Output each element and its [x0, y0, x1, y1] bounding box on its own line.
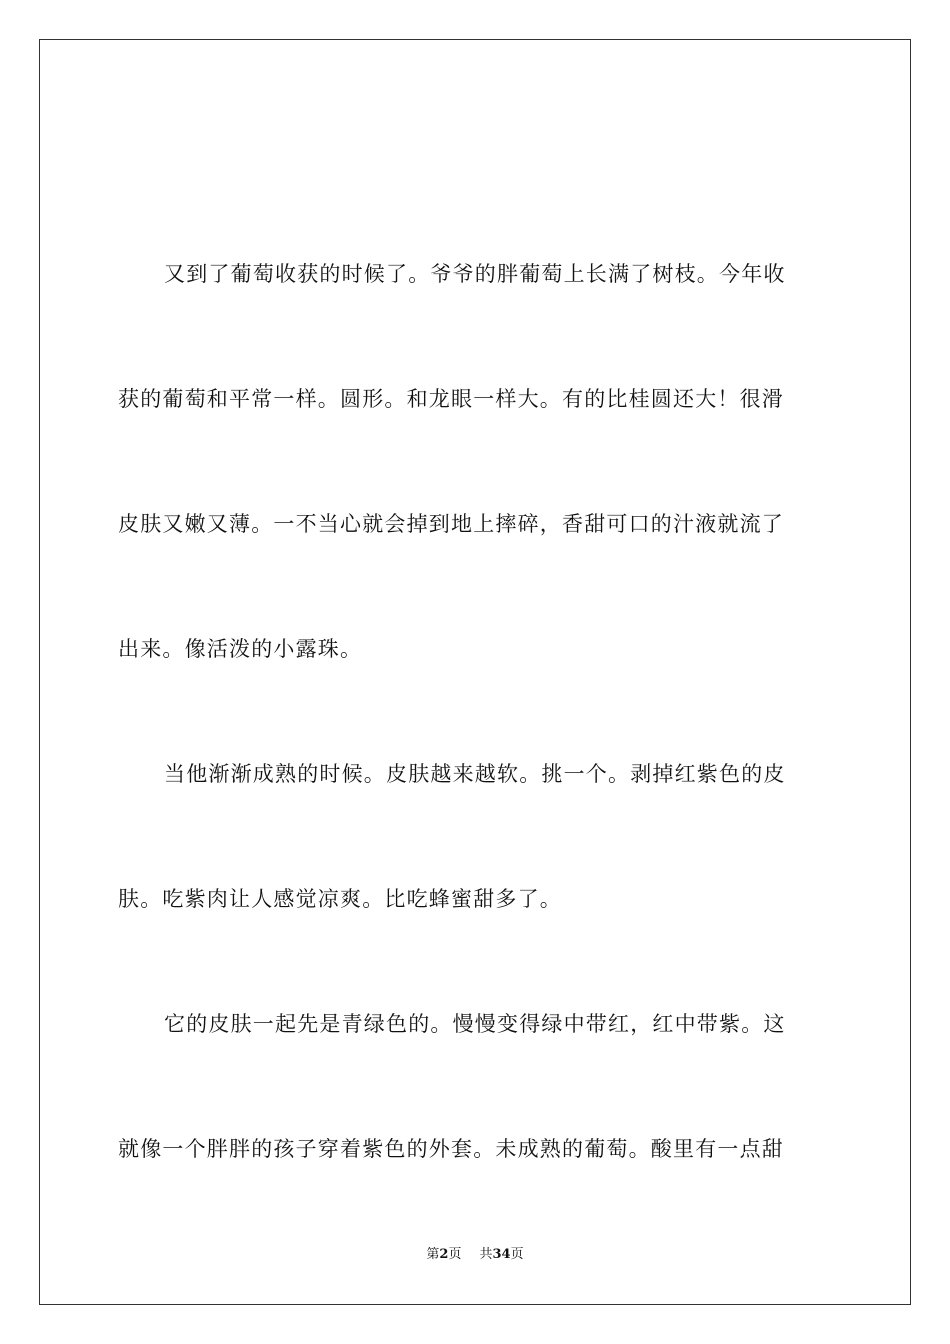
- text-line-1: 又到了葡萄收获的时候了。爷爷的胖葡萄上长满了树枝。今年收: [164, 262, 786, 286]
- total-prefix: 共: [479, 1247, 493, 1262]
- text-line-8: 就像一个胖胖的孩子穿着紫色的外套。未成熟的葡萄。酸里有一点甜: [118, 1137, 784, 1161]
- text-line-3: 皮肤又嫩又薄。一不当心就会掉到地上摔碎，香甜可口的汁液就流了: [118, 512, 784, 536]
- page-footer: [0, 1246, 950, 1264]
- page-border: [39, 39, 911, 1305]
- page-current: 2: [439, 1247, 449, 1262]
- text-line-7: 它的皮肤一起先是青绿色的。慢慢变得绿中带红，红中带紫。这: [164, 1012, 786, 1036]
- text-line-5: 当他渐渐成熟的时候。皮肤越来越软。挑一个。剥掉红紫色的皮: [164, 762, 786, 786]
- page-suffix: 页: [448, 1247, 462, 1262]
- text-line-2: 获的葡萄和平常一样。圆形。和龙眼一样大。有的比桂圆还大！很滑: [118, 387, 784, 411]
- text-line-6: 肤。吃紫肉让人感觉凉爽。比吃蜂蜜甜多了。: [118, 887, 562, 911]
- page-prefix: 第: [426, 1247, 440, 1262]
- total-suffix: 页: [510, 1247, 524, 1262]
- total-pages: 34: [492, 1247, 511, 1262]
- text-line-4: 出来。像活泼的小露珠。: [118, 637, 363, 661]
